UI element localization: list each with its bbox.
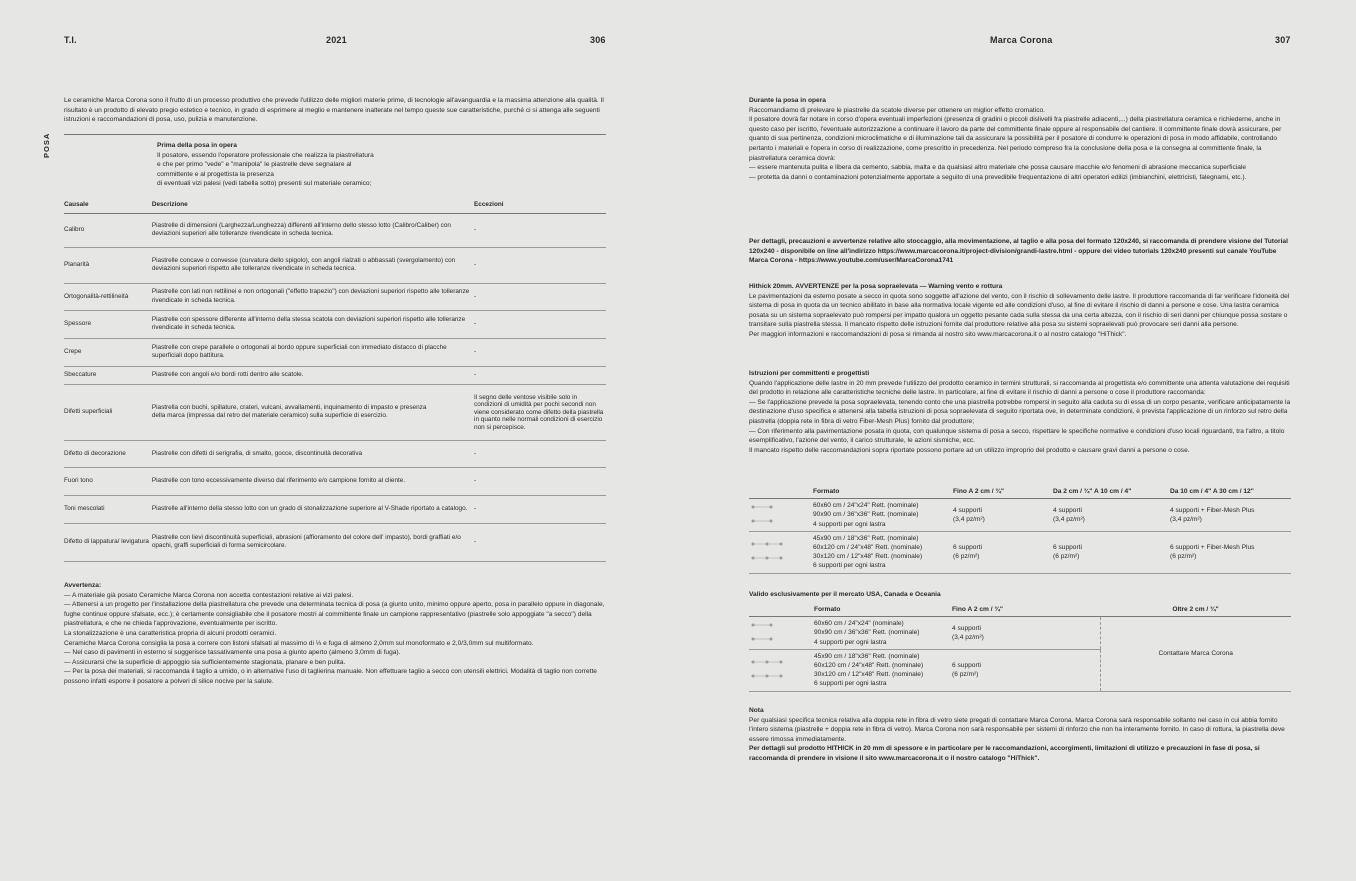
formato-line: 30x120 cm / 12"x48" Rett. (nominale)	[814, 671, 924, 679]
value-cell	[1053, 531, 1170, 573]
istruzioni-section	[749, 369, 1291, 455]
intro-text: Le ceramiche Marca Corona sono il frutto di un processo produttivo che prevede l'utilizzo delle migliori materie prime, di tecnologie all'avanguardia e la massima attenzione alla qualità. Il risultato è un prodotto di elevato pregio estetico e tecnico, in grado di esprimere al meglio e mantenere inalterate nel tempo queste sue caratteristiche, purché ci si attenga alle seguenti istruzioni e raccomandazioni di posa, uso, pulizia e manutenzione.	[64, 97, 604, 124]
table-row	[64, 213, 606, 247]
causale-cell: Difetto di lappatura/ levigatura	[64, 523, 152, 561]
nota-section	[749, 706, 1291, 764]
support-layout-4-icon	[749, 617, 814, 650]
table-row	[749, 499, 1291, 532]
defects-table	[64, 200, 606, 562]
table-row	[64, 440, 606, 467]
nota-text: Per qualsiasi specifica tecnica relativa alla doppia rete in fibra di vetro siete pregati di contattare Marca Corona. Marca Corona sarà responsabile soltanto nel caso in cui abbia fornito l'intero sistema (piastrelle + doppia rete in fibra di vetro). Marca Corona non sarà responsabile per sistemi di rinforzo che non ha interamente fornito. In caso di rottura, la piastrella deve essere rimossa immediatamente.	[749, 716, 1285, 743]
descrizione-cell: Piastrelle con lati non rettilinei e non ortogonali ("effetto trapezio") con deviazioni superiori rispetto alle tolleranze rivendicate in scheda tecnica.	[152, 283, 474, 310]
value-line: (6 pz/m²)	[1170, 553, 1197, 561]
value-cell	[953, 499, 1053, 532]
descrizione-cell: Piastrelle con tono eccessivamente diverso dal riferimento e/o campione fornito al cliente.	[152, 467, 474, 495]
value-line: 4 supporti + Fiber-Mesh Plus	[1170, 506, 1255, 514]
value-line: (3,4 pz/m²)	[1053, 516, 1085, 523]
left-page-number: 306	[590, 35, 606, 45]
table-row	[64, 366, 606, 384]
avvertenza-line: Ceramiche Marca Corona consiglia la posa a correre con listoni sfalsati al massimo di ⅓ e fuga di almeno 2,0mm sul monoformato e 2,0/3,0mm sul multiformato.	[64, 639, 534, 647]
eccezioni-cell: -	[474, 495, 606, 523]
value-line: (3,4 pz/m²)	[1170, 516, 1202, 523]
causale-cell: Difetto di decorazione	[64, 440, 152, 467]
col-header-formato: Formato	[814, 603, 952, 617]
year-label: 2021	[326, 35, 347, 45]
eccezioni-cell: -	[474, 283, 606, 310]
value-line: (6 pz/m²)	[953, 553, 980, 561]
value-cell	[952, 649, 1100, 691]
support-layout-6-icon	[749, 649, 814, 691]
prima-posa-line: e che per primo "vede" e "manipola" le piastrelle deve segnalare al	[157, 161, 352, 169]
descrizione-cell: Piastrelle con spessore differente all'interno della stessa scatola con deviazioni superiori rispetto alle tolleranze rivendicate in scheda tecnica.	[152, 310, 474, 338]
formato-line: 6 supporti per ogni lastra	[813, 562, 886, 570]
descrizione-cell: Piastrelle con difetti di serigrafia, di smalto, gocce, discontinuità decorativa	[152, 440, 474, 467]
causale-cell: Toni mescolati	[64, 495, 152, 523]
section-label: T.I.	[64, 35, 77, 45]
divider	[64, 134, 606, 135]
durante-posa-line: — essere mantenuta pulita e libera da cemento, sabbia, malta e da qualsiasi altro materiale che possa causare macchie e/o fenomeni di abrasione meccanica superficiale	[749, 164, 1247, 172]
formato-cell	[813, 531, 953, 573]
formato-cell	[814, 649, 952, 691]
support-layout-4-icon	[749, 499, 813, 532]
formato-line: 90x90 cm / 36"x36" Rett. (nominale)	[813, 511, 919, 519]
dettagli-120-text: Per dettagli, precauzioni e avvertenze relative allo stoccaggio, alla movimentazione, al taglio e alla posa del formato 120x240, si raccomanda di prendere visione del Tutorial 120x240 - disponibile on line all'indirizzo https://www.marcacorona.it/project-division/grandi-lastre.html - oppure dei video tutorials 120x240 presenti sul canale YouTube Marca Corona - https://www.youtube.com/user/MarcaCorona1741	[749, 238, 1288, 265]
formato-line: 6 supporti per ogni lastra	[814, 680, 887, 688]
eccezioni-cell: -	[474, 523, 606, 561]
formato-line: 60x120 cm / 24"x48" Rett. (nominale)	[814, 662, 924, 670]
descrizione-cell: Piastrelle concave o convesse (curvatura dello spigolo), con angoli rialzati o abbassati (svergolamento) con deviazioni superiori rispetto alle tolleranze rivendicate in scheda tecnica.	[152, 247, 474, 283]
usa-table	[749, 603, 1291, 692]
eccezioni-cell: -	[474, 213, 606, 247]
right-page-number: 307	[1275, 35, 1291, 45]
avvertenza-line: La stonalizzazione è una caratteristica propria di alcuni prodotti ceramici.	[64, 629, 277, 637]
value-cell	[1170, 499, 1291, 532]
causale-cell: Difetti superficiali	[64, 384, 152, 440]
durante-posa-line: Raccomandiamo di prelevare le piastrelle da scatole diverse per ottenere un miglior effetto cromatico.	[749, 106, 1046, 114]
col-header-eccezioni: Eccezioni	[474, 200, 606, 213]
value-line: 6 supporti	[1053, 544, 1082, 552]
avvertenza	[64, 581, 606, 687]
prima-posa	[157, 141, 457, 189]
eccezioni-cell: -	[474, 467, 606, 495]
formato-line: 4 supporti per ogni lastra	[813, 520, 886, 528]
value-line: (6 pz/m²)	[1053, 553, 1080, 561]
formato-line: 45x90 cm / 18"x36" Rett. (nominale)	[813, 534, 919, 542]
descrizione-cell: Piastrella con buchi, spillature, crateri, vulcani, avvallamenti, inquinamento di impasto e presenza della marca (impressa dal retro del materiale ceramico) sulla superficie di esercizio.	[152, 384, 474, 440]
descrizione-cell: Piastrelle di dimensioni (Larghezza/Lunghezza) differenti all'interno dello stesso lotto (Calibro/Caliber) con deviazioni superiori alle tolleranze rivendicate in scheda tecnica.	[152, 213, 474, 247]
col-header-descrizione: Descrizione	[152, 200, 474, 213]
eccezioni-cell: -	[474, 247, 606, 283]
eccezioni-cell: -	[474, 338, 606, 366]
descrizione-cell: Piastrelle con crepe parallele o ortogonali al bordo oppure superficiali con immediato distacco di placche superficiali dopo battitura.	[152, 338, 474, 366]
value-cell	[952, 617, 1100, 650]
durante-posa-title: Durante la posa in opera	[749, 97, 826, 104]
causale-cell: Sbeccature	[64, 366, 152, 384]
hithick-title: Hithick 20mm. AVVERTENZE per la posa sopraelevata — Warning vento e rottura	[749, 283, 1003, 290]
istruzioni-line: — Con riferimento alla pavimentazione posata in quota, con qualunque sistema di posa a secco, rispettare le specifiche normative e condizioni d'uso locali riguardanti, tra l'altro, a titolo esemplificativo, l'azione del vento, il carico strutturale, le azioni sismiche, ecc.	[749, 427, 1285, 445]
istruzioni-line: Quando l'applicazione delle lastre in 20 mm prevede l'utilizzo del prodotto ceramico in termini strutturali, si raccomanda al progettista e/o committente una attenta valutazione dei requisiti del prodotto in relazione alle caratteristiche tecniche delle lastre. In particolare, al fine di evitare il rischio di danni a persone o cose il produttore raccomanda:	[749, 379, 1290, 397]
value-line: 6 supporti	[952, 662, 981, 670]
prima-posa-title: Prima della posa in opera	[157, 142, 237, 149]
eccezioni-cell: -	[474, 366, 606, 384]
avvertenza-title: Avvertenza:	[64, 582, 102, 589]
formato-line: 90x90 cm / 36"x36" Rett. (nominale)	[814, 629, 920, 637]
avvertenza-line: — Assicurarsi che la superficie di appoggio sia sufficientemente stagionata, planare e ben pulita.	[64, 658, 346, 666]
eccezioni-cell: Il segno delle ventose visibile solo in condizioni di umidità per pochi secondi non viene considerato come difetto della piastrella in quanto nelle normali condizioni di esercizio non si percepisce.	[474, 384, 606, 440]
eccezioni-cell: -	[474, 310, 606, 338]
usa-title: Valido esclusivamente per il mercato USA, Canada e Oceania	[749, 591, 941, 598]
hithick-text: Le pavimentazioni da esterno posate a secco in quota sono soggette all'azione del vento, con il rischio di sollevamento delle lastre. Il produttore raccomanda di far verificare l'idoneità del sistema di posa in quota da un tecnico abilitato in base alla normativa locale vigente ed alle condizioni d'uso, al fine di evitare il rischio di danni a persone e cose. Una lastra ceramica posata su un sistema sopraelevato può rompersi per impatto qualora un oggetto pesante cada sulla stessa da una certa altezza, con il rischio di seri danni per chiunque possa sostare o transitare sulla piastrella stessa. Il mancato rispetto delle istruzioni fornite dal produttore relative alla posa su sistemi sopraelevati può provocare seri danni alla persone.	[749, 292, 1290, 329]
value-line: (3,4 pz/m²)	[953, 516, 985, 523]
table-row	[749, 531, 1291, 573]
causale-cell: Calibro	[64, 213, 152, 247]
col-header-da-10-a-30: Da 10 cm / 4" A 30 cm / 12"	[1170, 485, 1291, 499]
value-cell	[953, 531, 1053, 573]
causale-cell: Spessore	[64, 310, 152, 338]
value-line: (6 pz/m²)	[952, 671, 979, 679]
avvertenza-line: — Attenersi a un progetto per l'installazione della piastrellatura che prevede una determinata tecnica di posa (a giunto unito, minimo oppure aperto, posa in parallelo oppure in diagonale, fughe continue oppure sfalsate, ecc.); è certamente consigliabile che il posatore mostri al committente finale un campione rappresentativo (piastrelle solo appoggiate "a secco") della piastrellatura, e che ne chieda l'approvazione, eventualmente per iscritto.	[64, 601, 605, 628]
col-header-fino-2: Fino A 2 cm / ¾"	[952, 603, 1100, 617]
table-row	[64, 523, 606, 561]
table-row	[64, 310, 606, 338]
avvertenza-line: — A materiale già posato Ceramiche Marca Corona non accetta contestazioni relative ai vizi palesi.	[64, 591, 354, 599]
table-row	[64, 467, 606, 495]
formato-cell	[813, 499, 953, 532]
durante-posa-line: Il posatore dovrà far notare in corso d'opera eventuali imperfezioni (presenza di gradini o piccoli dislivelli fra piastrelle adiacenti,...) della piastrellatura ceramica e richiederne, anche in questo caso per iscritto, l'eventuale autorizzazione a continuare il lavoro da parte del committente finale oppure al responsabile del cantiere. Il committente finale dovrà assicurare, per quanto di sua pertinenza, condizioni microclimatiche e di illuminazione tali da assicurare la possibilità per il posatore di condurre le operazioni di posa in modo affidabile, controllando pertanto i materiali e l'opera in corso di realizzazione, come prescritto in precedenza. Nel periodo compreso fra la conclusione della posa e la consegna al committente finale, la piastrellatura ceramica dovrà:	[749, 116, 1282, 162]
formato-line: 45x90 cm / 18"x36" Rett. (nominale)	[814, 652, 920, 660]
prima-posa-line: Il posatore, essendo l'operatore professionale che realizza la piastrellatura	[157, 151, 374, 159]
avvertenza-line: — Nel caso di pavimenti in esterno si suggerisce tassativamente una posa a giunto aperto (almeno 3,0mm di fuga).	[64, 649, 401, 657]
hithick-section	[749, 282, 1291, 340]
col-header-formato: Formato	[813, 485, 953, 499]
causale-cell: Planarità	[64, 247, 152, 283]
durante-posa	[749, 96, 1291, 182]
eccezioni-cell: -	[474, 440, 606, 467]
value-line: 6 supporti	[953, 544, 982, 552]
value-cell	[1053, 499, 1170, 532]
descrizione-cell: Piastrelle con lievi discontinuità superficiali, abrasioni (affioramento del colore dell' impasto), bordi graffiati e/o opachi, graffi superficiali di forma semicircolare.	[152, 523, 474, 561]
causale-cell: Fuori tono	[64, 467, 152, 495]
side-label: POSA	[42, 132, 51, 158]
col-header-oltre-2: Oltre 2 cm / ¾"	[1100, 603, 1291, 617]
nota-bold-text: Per dettagli sul prodotto HITHICK in 20 mm di spessore e in particolare per le raccomandazioni, accorgimenti, limitazioni di utilizzo e precauzioni in fase di posa, si raccomanda di prendere in visione il sito www.marcacorona.it o il nostro catalogo "HiThick".	[749, 745, 1260, 762]
formato-line: 30x120 cm / 12"x48" Rett. (nominale)	[813, 553, 923, 561]
durante-posa-line: — protetta da danni o contaminazioni potenzialmente apportate a seguito di una prevedibile frequentazione di altri operatori edilizi (imbianchini, elettricisti, falegnami, etc.).	[749, 173, 1247, 181]
prima-posa-line: committente e al progettista la presenza	[157, 170, 274, 178]
table-row	[64, 384, 606, 440]
table-row	[749, 617, 1291, 650]
avvertenza-line: — Per la posa dei materiali, si raccomanda il taglio a umido, o in alternative l'uso di taglierina manuale. Non effettuare taglio a secco con utensili elettrici. Modalità di taglio non corrette possono infatti esporre il posatore a polveri di silice nocive per la salute.	[64, 668, 597, 685]
value-cell	[1170, 531, 1291, 573]
value-line: 4 supporti	[952, 624, 981, 632]
table-row	[64, 283, 606, 310]
formato-cell	[814, 617, 952, 650]
brand-label: Marca Corona	[990, 35, 1053, 45]
causale-cell: Ortogonalità-rettilineità	[64, 283, 152, 310]
value-line: 4 supporti	[953, 506, 982, 514]
prima-posa-line: di eventuali vizi palesi (vedi tabella sotto) presenti sul materiale ceramico;	[157, 180, 372, 188]
causale-cell: Crepe	[64, 338, 152, 366]
table-row	[64, 338, 606, 366]
col-header-fino-2: Fino A 2 cm / ¾"	[953, 485, 1053, 499]
col-header-causale: Causale	[64, 200, 152, 213]
table-row	[64, 247, 606, 283]
hithick-more: Per maggiori informazioni e raccomandazioni di posa si rimanda al nostro sito www.marcacorona.it o al nostro catalogo "HiThick".	[749, 330, 1127, 338]
formato-line: 4 supporti per ogni lastra	[814, 638, 887, 646]
support-table	[749, 485, 1291, 574]
value-line: 6 supporti + Fiber-Mesh Plus	[1170, 544, 1255, 552]
value-line: 4 supporti	[1053, 506, 1082, 514]
descrizione-cell: Piastrelle con angoli e/o bordi rotti dentro alle scatole.	[152, 366, 474, 384]
formato-line: 60x60 cm / 24"x24" (nominale)	[814, 620, 904, 628]
istruzioni-line: — Se l'applicazione prevede la posa sopraelevata, tenendo conto che una piastrella potrebbe rompersi in seguito alla caduta su di essa di un corpo pesante, verificare anticipatamente la destinazione d'uso specifica e attenersi alla tabella istruzioni di posa sopraelevata di seguito riportata ove, in determinate condizioni, è prevista l'applicazione di un rinforzo sul retro della piastrella (doppia rete in fibra di vetro Fiber-Mesh Plus) fornito dal produttore;	[749, 398, 1291, 425]
contact-cell: Contattare Marca Corona	[1100, 617, 1291, 691]
istruzioni-title: Istruzioni per committenti e progettisti	[749, 370, 870, 377]
col-header-da-2-a-10: Da 2 cm / ¾" A 10 cm / 4"	[1053, 485, 1170, 499]
formato-line: 60x120 cm / 24"x48" Rett. (nominale)	[813, 544, 923, 552]
istruzioni-line: Il mancato rispetto delle raccomandazioni sopra riportate possono portare ad un utilizzo improprio del prodotto e causare gravi danni a persone o cose.	[749, 446, 1190, 454]
nota-title: Nota	[749, 707, 764, 714]
table-row	[64, 495, 606, 523]
support-layout-6-icon	[749, 531, 813, 573]
descrizione-cell: Piastrelle all'interno della stesso lotto con un grado di stonalizzazione superiore al V-Shade riportato a catalogo.	[152, 495, 474, 523]
value-line: (3,4 pz/m²)	[952, 634, 984, 641]
formato-line: 60x60 cm / 24"x24" Rett. (nominale)	[813, 502, 919, 510]
